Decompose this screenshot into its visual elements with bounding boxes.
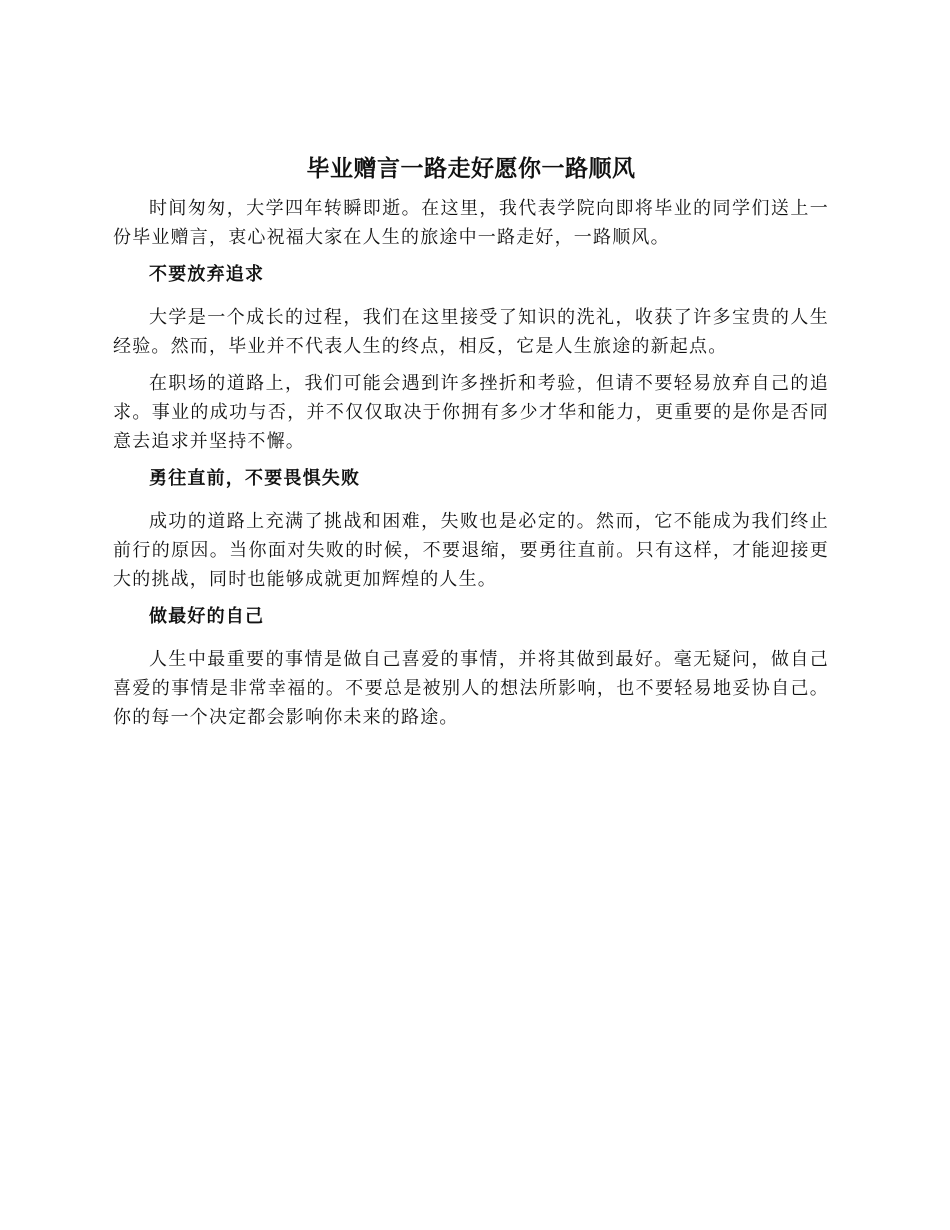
section-heading-pursuit: 不要放弃追求 <box>149 264 265 285</box>
section-pursuit-paragraph-1: 大学是一个成长的过程，我们在这里接受了知识的洗礼，收获了许多宝贵的人生经验。然而，毕业并不代表人生的终点，相反，它是人生旅途的新起点。 <box>113 307 829 357</box>
section-courage-paragraph-1: 成功的道路上充满了挑战和困难，失败也是必定的。然而，它不能成为我们终止前行的原因。当你面对失败的时候，不要退缩，要勇往直前。只有这样，才能迎接更大的挑战，同时也能够成就更加辉煌的人生。 <box>113 511 829 590</box>
section-best-self-paragraph-1: 人生中最重要的事情是做自己喜爱的事情，并将其做到最好。毫无疑问，做自己喜爱的事情是非常幸福的。不要总是被别人的想法所影响，也不要轻易地妥协自己。你的每一个决定都会影响你未来的路途。 <box>113 649 829 728</box>
section-heading-courage: 勇往直前，不要畏惧失败 <box>149 468 361 489</box>
section-heading-best-self: 做最好的自己 <box>149 606 265 627</box>
document-body <box>113 148 829 740</box>
section-pursuit-paragraph-2: 在职场的道路上，我们可能会遇到许多挫折和考验，但请不要轻易放弃自己的追求。事业的成功与否，并不仅仅取决于你拥有多少才华和能力，更重要的是你是否同意去追求并坚持不懈。 <box>113 373 829 452</box>
intro-paragraph: 时间匆匆，大学四年转瞬即逝。在这里，我代表学院向即将毕业的同学们送上一份毕业赠言，衷心祝福大家在人生的旅途中一路走好，一路顺风。 <box>113 198 829 248</box>
document-title: 毕业赠言一路走好愿你一路顺风 <box>306 156 636 182</box>
